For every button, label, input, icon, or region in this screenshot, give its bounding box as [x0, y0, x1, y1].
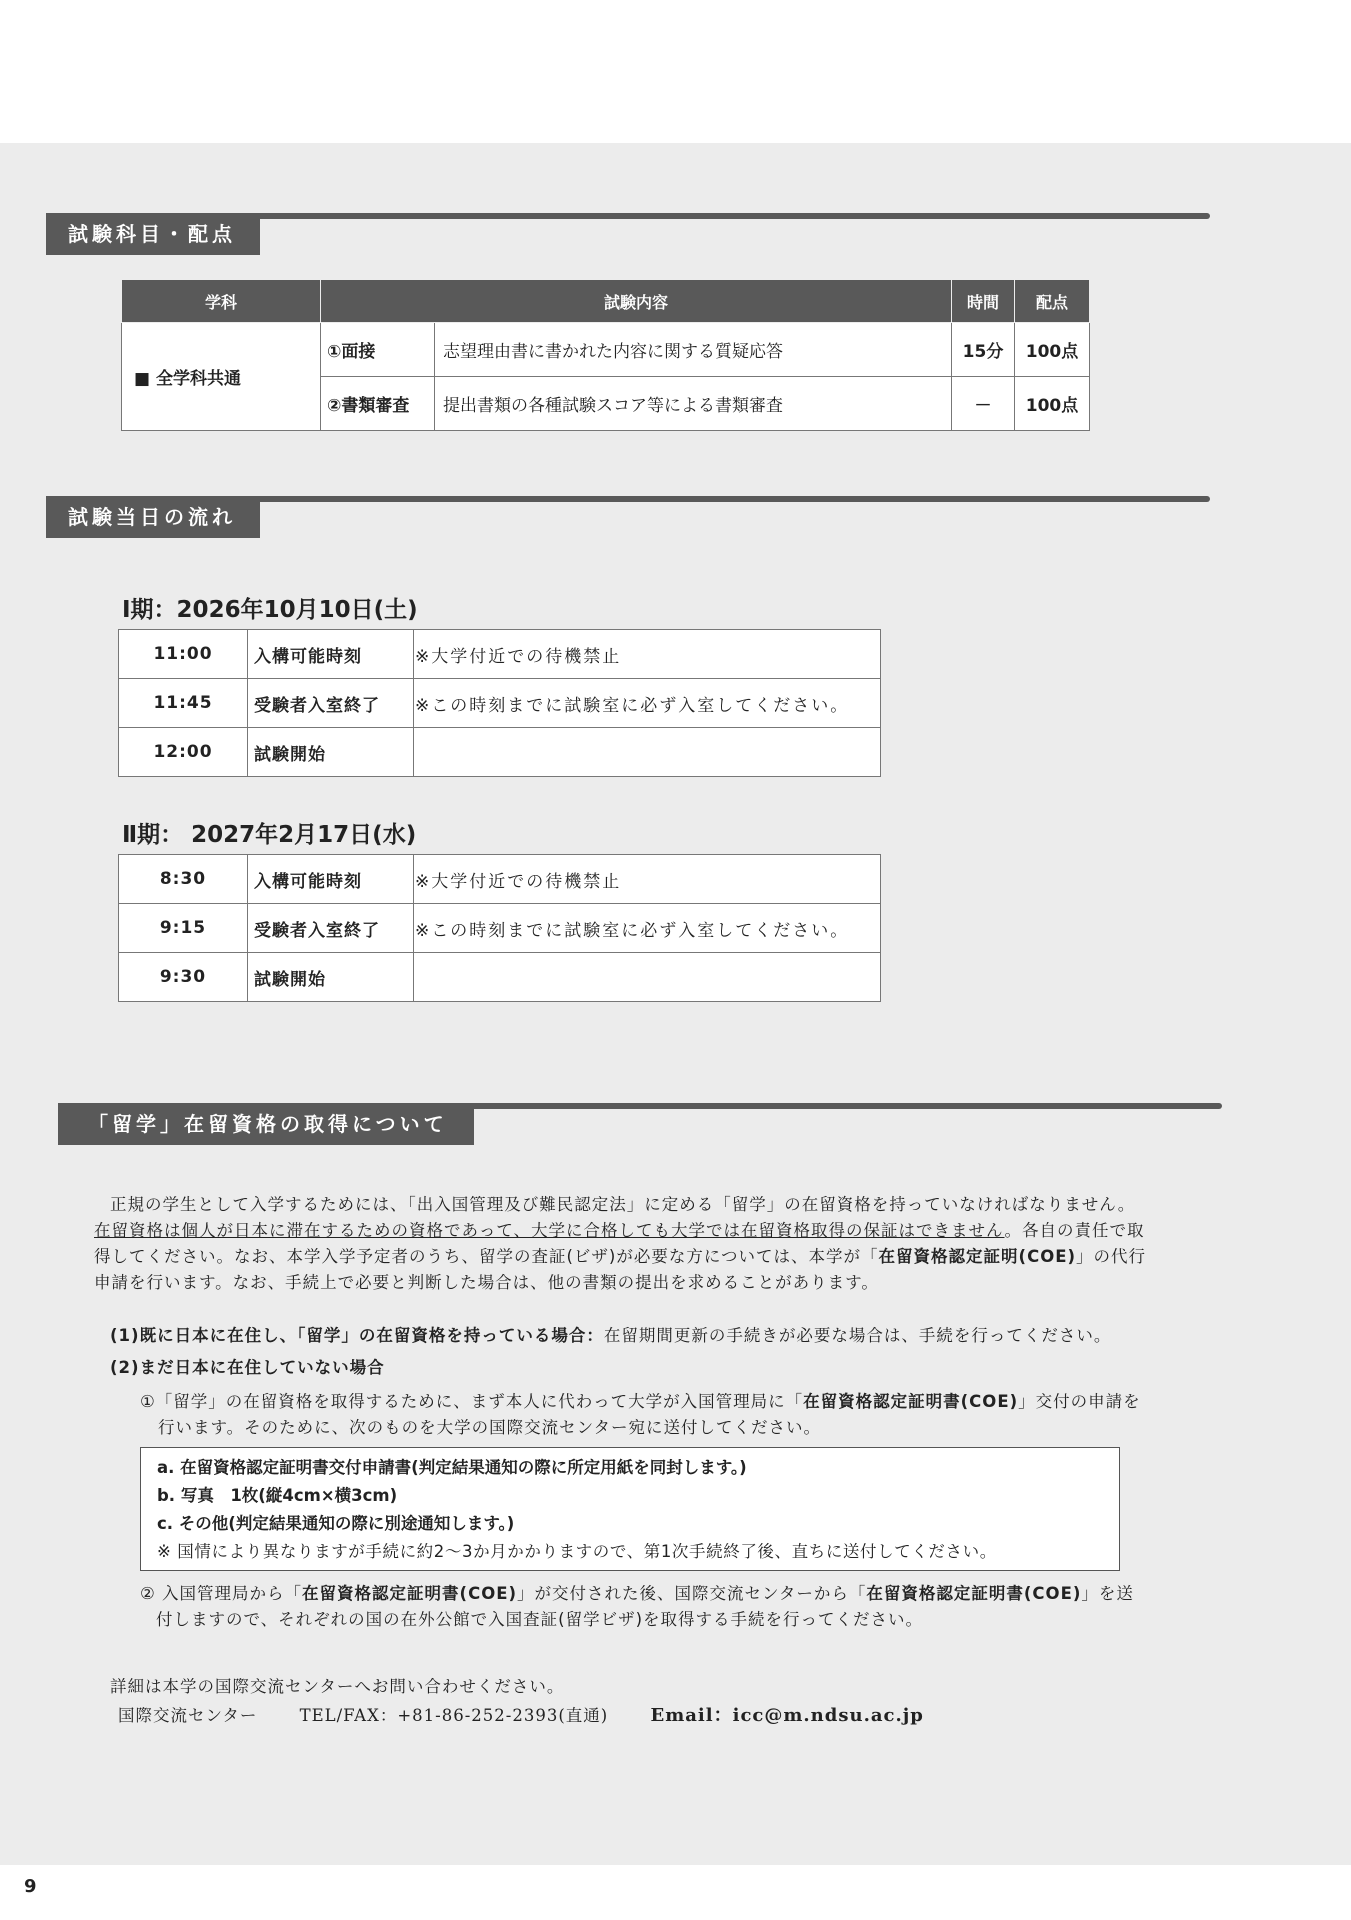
header-time: 時間 — [952, 280, 1015, 323]
exam-content: 提出書類の各種試験スコア等による書類審査 — [435, 377, 952, 431]
intro-warning: 在留資格は個人が日本に滞在するための資格であって、大学に合格しても大学では在留資格取得の保証はできません — [94, 1221, 1005, 1240]
step2-text: 」が交付された後、国際交流センターから「 — [517, 1584, 867, 1603]
contact-line — [118, 1703, 924, 1729]
schedule-time: 12:00 — [119, 728, 248, 777]
step1-line — [140, 1389, 1250, 1415]
header-department: 学科 — [122, 280, 321, 323]
phase1-heading: Ⅰ期：2026年10月10日(土) — [122, 597, 418, 623]
document-item: b. 写真 1枚(縦4cm×横3cm) — [157, 1486, 398, 1505]
schedule-event: 入構可能時刻 — [248, 630, 414, 679]
schedule-note: ※大学付近での待機禁止 — [414, 855, 881, 904]
table-row — [119, 728, 881, 777]
section-title-subjects: 試験科目・配点 — [46, 213, 260, 255]
page-number: 9 — [24, 1876, 37, 1897]
step1-text: ①「留学」の在留資格を取得するために、まず本人に代わって大学が入国管理局に「 — [140, 1392, 804, 1411]
table-row — [119, 953, 881, 1002]
intro-coe: 在留資格認定証明(COE) — [878, 1247, 1077, 1266]
table-row — [119, 855, 881, 904]
intro-line — [94, 1244, 1254, 1270]
schedule-note: ※この時刻までに試験室に必ず入室してください。 — [414, 904, 881, 953]
department-cell: ■ 全学科共通 — [122, 323, 321, 431]
schedule-note — [414, 728, 881, 777]
table-row — [119, 630, 881, 679]
schedule-event: 試験開始 — [248, 728, 414, 777]
schedule-note: ※大学付近での待機禁止 — [414, 630, 881, 679]
schedule-time: 11:45 — [119, 679, 248, 728]
table-row — [122, 323, 1090, 377]
case1-text: 在留期間更新の手続きが必要な場合は、手続を行ってください。 — [603, 1326, 1112, 1345]
section-title-schedule: 試験当日の流れ — [46, 496, 260, 538]
visa-intro — [94, 1192, 1254, 1296]
step2-text: ② 入国管理局から「 — [140, 1584, 303, 1603]
step2-coe: 在留資格認定証明書(COE) — [302, 1584, 518, 1603]
phase1-schedule-table — [118, 629, 881, 777]
step2-coe: 在留資格認定証明書(COE) — [866, 1584, 1082, 1603]
step1-line: 行います。そのために、次のものを大学の国際交流センター宛に送付してください。 — [158, 1418, 822, 1437]
contact-email[interactable]: Email：icc@m.ndsu.ac.jp — [650, 1705, 924, 1726]
contact-office: 国際交流センター — [118, 1706, 258, 1725]
schedule-event: 入構可能時刻 — [248, 855, 414, 904]
intro-text: 」の代行 — [1076, 1247, 1147, 1266]
step2-line — [140, 1581, 1250, 1607]
schedule-time: 9:30 — [119, 953, 248, 1002]
header-score: 配点 — [1015, 280, 1090, 323]
case2-label: (2)まだ日本に在住していない場合 — [110, 1358, 385, 1377]
step1-text: 」交付の申請を — [1018, 1392, 1141, 1411]
exam-item: ①面接 — [321, 323, 435, 377]
case1-label: (1)既に日本に在住し、「留学」の在留資格を持っている場合： — [110, 1326, 604, 1345]
phase2-heading: Ⅱ期： 2027年2月17日(水) — [122, 822, 417, 848]
schedule-event: 受験者入室終了 — [248, 904, 414, 953]
documents-note: ※ 国情により異なりますが手続に約2～3か月かかりますので、第1次手続終了後、直ちに送付してください。 — [157, 1542, 997, 1561]
schedule-time: 8:30 — [119, 855, 248, 904]
exam-score: 100点 — [1015, 323, 1090, 377]
table-row — [119, 904, 881, 953]
table-row — [119, 679, 881, 728]
step2-line: 付しますので、それぞれの国の在外公館で入国査証(留学ビザ)を取得する手続を行ってください。 — [156, 1610, 924, 1629]
step1 — [140, 1389, 1250, 1441]
schedule-note — [414, 953, 881, 1002]
header-content: 試験内容 — [321, 280, 952, 323]
intro-line: 申請を行います。なお、手続上で必要と判断した場合は、他の書類の提出を求めることがあります。 — [94, 1273, 879, 1292]
schedule-time: 9:15 — [119, 904, 248, 953]
schedule-time: 11:00 — [119, 630, 248, 679]
exam-time: 15分 — [952, 323, 1015, 377]
step2 — [140, 1581, 1250, 1633]
schedule-event: 受験者入室終了 — [248, 679, 414, 728]
intro-line — [94, 1218, 1254, 1244]
intro-text: 得してください。なお、本学入学予定者のうち、留学の査証(ビザ)が必要な方については、本学が「 — [94, 1247, 879, 1266]
exam-time: － — [952, 377, 1015, 431]
case1 — [110, 1323, 1250, 1349]
step2-text: 」を送 — [1081, 1584, 1134, 1603]
contact-note: 詳細は本学の国際交流センターへお問い合わせください。 — [110, 1677, 565, 1696]
phase2-schedule-table — [118, 854, 881, 1002]
step1-coe: 在留資格認定証明書(COE) — [803, 1392, 1019, 1411]
schedule-event: 試験開始 — [248, 953, 414, 1002]
section-title-visa: 「留学」在留資格の取得について — [58, 1103, 474, 1145]
contact-tel: TEL/FAX：+81-86-252-2393(直通) — [299, 1706, 609, 1725]
document-item: c. その他(判定結果通知の際に別途通知します。) — [157, 1514, 515, 1533]
intro-line: 正規の学生として入学するためには、「出入国管理及び難民認定法」に定める「留学」の在留資格を持っていなければなりません。 — [110, 1195, 1136, 1214]
exam-content: 志望理由書に書かれた内容に関する質疑応答 — [435, 323, 952, 377]
intro-text: 。各自の責任で取 — [1004, 1221, 1145, 1240]
document-item: a. 在留資格認定証明書交付申請書(判定結果通知の際に所定用紙を同封します。) — [157, 1458, 747, 1477]
required-documents-box — [140, 1447, 1120, 1571]
schedule-note: ※この時刻までに試験室に必ず入室してください。 — [414, 679, 881, 728]
exam-item: ②書類審査 — [321, 377, 435, 431]
exam-score: 100点 — [1015, 377, 1090, 431]
subject-table — [121, 279, 1090, 431]
